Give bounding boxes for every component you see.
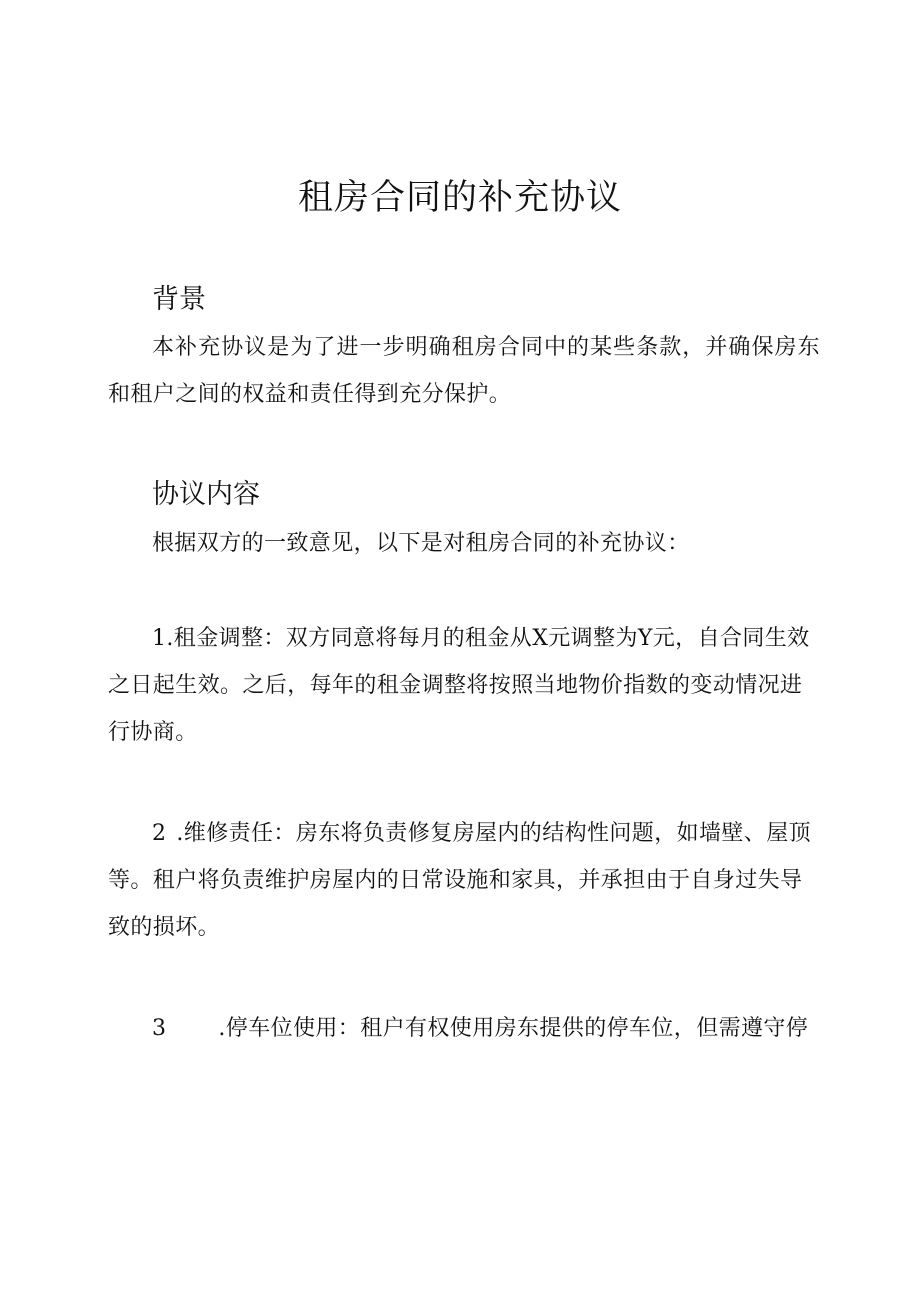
item-number: 3 xyxy=(152,1016,167,1041)
item-text: 租金调整：双方同意将每月的租金从X元调整为Y元，自合同生效之日起生效。之后，每年的租金调整将按照当地物价指数的变动情况进行协商。 xyxy=(108,626,810,745)
item-text: .停车位使用：租户有权使用房东提供的停车位，但需遵守停 xyxy=(218,1016,809,1041)
agreement-item-1 xyxy=(108,615,820,756)
agreement-item-3 xyxy=(108,1005,820,1052)
agreement-item-2 xyxy=(108,810,820,951)
section-heading-content: 协议内容 xyxy=(152,479,260,510)
item-text: .维修责任：房东将负责修复房屋内的结构性问题，如墙壁、屋顶等。租户将负责维护房屋内的日常设施和家具，并承担由于自身过失导致的损坏。 xyxy=(108,821,812,940)
item-number: 2 xyxy=(152,821,167,846)
item-number: 1. xyxy=(152,626,174,651)
document-title: 租房合同的补充协议 xyxy=(297,178,622,218)
content-intro-paragraph: 根据双方的一致意见，以下是对租房合同的补充协议： xyxy=(152,531,690,556)
background-paragraph: 本补充协议是为了进一步明确租房合同中的某些条款，并确保房东和租户之间的权益和责任得到充分保护。 xyxy=(108,335,820,407)
section-heading-background: 背景 xyxy=(152,284,206,315)
